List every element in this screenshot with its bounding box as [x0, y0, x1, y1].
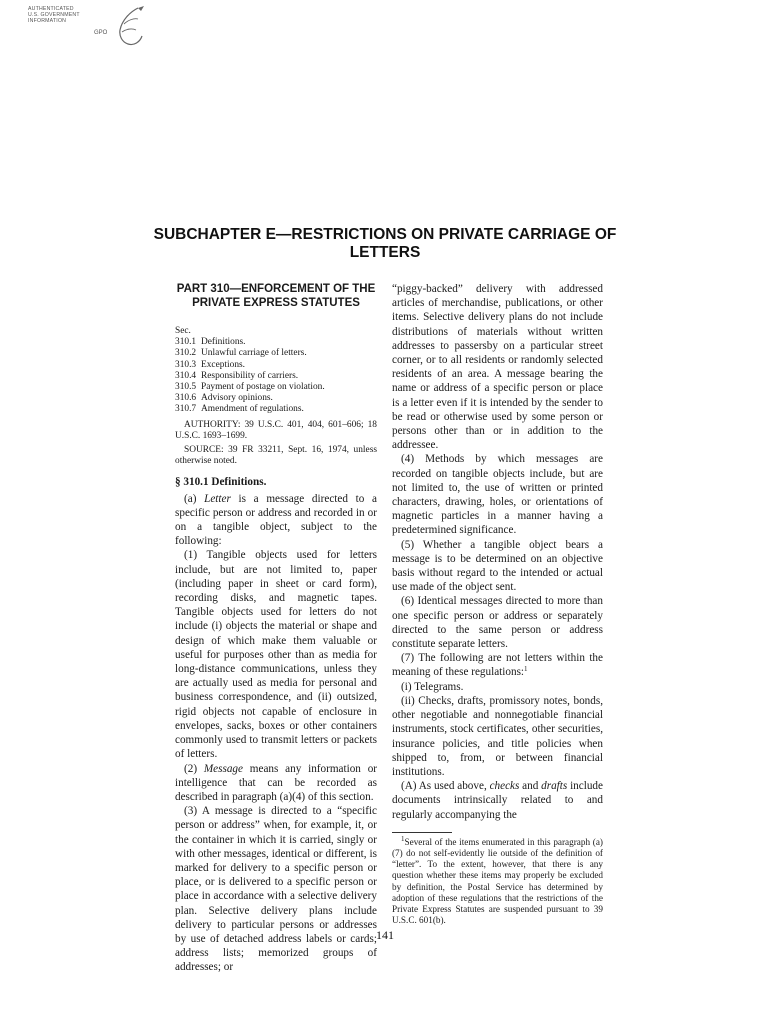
section-heading: § 310.1 Definitions. [175, 476, 267, 489]
paragraph-a6: (6) Identical messages directed to more than one specific person or address or separately directed to the same person or address constitute separate letters. [392, 595, 603, 651]
toc-entry [175, 348, 377, 359]
paragraph-a4: (4) Methods by which messages are recorded on tangible objects include, but are not limited to, the use of written or printed characters, drawing, holes, or orientations of magnetic particles in a manner having a predetermined significance. [392, 453, 603, 537]
para-text: (7) The following are not letters within the meaning of these regulations: [392, 652, 603, 679]
toc-title: Amendment of regulations. [201, 404, 304, 415]
paragraph-a5: (5) Whether a tangible object bears a message is to be determined on an objective basis without regard to the intended or actual use made of the object sent. [392, 538, 603, 594]
para-text: include documents intrinsically related to and regularly accompanying the [392, 780, 603, 821]
para-text: and [519, 780, 542, 793]
toc-number: 310.5 [175, 382, 197, 393]
right-column [392, 282, 603, 926]
toc-number: 310.3 [175, 359, 197, 370]
seal-line: AUTHENTICATED [28, 6, 74, 12]
para-lead: (a) [184, 492, 205, 505]
seal-text [28, 6, 80, 24]
authority-note: AUTHORITY: 39 U.S.C. 401, 404, 601–606; 18 U.S.C. 1693–1699. [175, 419, 377, 441]
toc-number: 310.4 [175, 370, 197, 381]
para-lead: (2) [184, 762, 204, 775]
part-title: PART 310—ENFORCEMENT OF THE PRIVATE EXPRESS STATUTES [176, 283, 376, 309]
seal-line: U.S. GOVERNMENT [28, 12, 80, 18]
seal-gpo-mark: GPO [94, 30, 108, 36]
para-text: is a message directed to a specific person or address and recorded in or on a tangible object, subject to the following: [175, 492, 377, 548]
toc-title: Unlawful carriage of letters. [201, 348, 307, 359]
toc-number: 310.2 [175, 348, 197, 359]
table-of-contents [175, 337, 377, 415]
toc-title: Payment of postage on violation. [201, 382, 325, 393]
toc-entry [175, 337, 377, 348]
paragraph-a1: (1) Tangible objects used for letters include, but are not limited to, paper (including paper in sheet or card form), recording disks, and magnetic tapes. Tangible objects used for letters do not include (i) objects the material or shape and design of which make them valuable or useful for purposes other than as media for long-distance communications, unless they are actually used as media for personal and business correspondence, and (ii) outsized, rigid objects not capable of enclosure in envelopes, sacks, boxes or other containers commonly used to transmit letters or packets of letters. [175, 549, 377, 761]
left-column [175, 282, 377, 975]
footnote-marker: 1 [524, 665, 528, 674]
subchapter-title: SUBCHAPTER E—RESTRICTIONS ON PRIVATE CARRIAGE OF LETTERS [153, 226, 617, 261]
paragraph-a3: (3) A message is directed to a “specific person or address” when, for example, it, or the container in which it is carried, singly or with other messages, identical or different, is marked for delivery to a specific person or place, or is delivered to a specific person or place in accordance with a selective delivery plan. Selective delivery plans include delivery to particular persons or addresses by use of detached address labels or cards; address lists; memorized groups of addresses; or [175, 805, 377, 974]
eagle-icon [108, 4, 148, 50]
defined-term: Letter [204, 492, 231, 505]
footnote-marker: 1 [401, 834, 405, 843]
para-lead: (A) As used above, [401, 780, 490, 793]
defined-term: checks [489, 780, 520, 793]
defined-term: Message [203, 762, 243, 775]
toc-entry [175, 371, 377, 382]
toc-entry [175, 393, 377, 404]
para-text: means any information or intelligence that can be recorded as described in paragraph (a)(4) of this section. [175, 762, 378, 803]
toc-entry [175, 360, 377, 371]
toc-title: Responsibility of carriers. [201, 370, 299, 381]
toc-entry [175, 404, 377, 415]
defined-term: drafts [541, 780, 568, 793]
toc-title: Exceptions. [201, 359, 246, 370]
paragraph-a [175, 492, 377, 549]
paragraph-a3-continued: “piggy-backed” delivery with addressed articles of merchandise, publications, or other items. Selective delivery plans do not include distributions of materials without written addresses to passersby on a particular street corner, or to all residents or randomly selected residents of an area. A message bearing the name or address of a specific person or place is a letter even if it is intended by the sender to be read or otherwise used by some person or persons other than or in addition to the addressee. [392, 283, 603, 452]
paragraph-a7-i: (i) Telegrams. [401, 680, 464, 693]
toc-entry [175, 382, 377, 393]
seal-line: INFORMATION [28, 18, 67, 24]
paragraph-a7-ii: (ii) Checks, drafts, promissory notes, bonds, other negotiable and nonnegotiable financial instruments, stock certificates, other securities, insurance policies, and title policies when shipped to, from, or between financial institutions. [392, 694, 603, 778]
paragraph-a7-ii-A [392, 779, 603, 822]
page-number: 141 [376, 928, 394, 942]
paragraph-a2 [175, 762, 377, 805]
toc-number: 310.7 [175, 404, 197, 415]
footnote-text: Several of the items enumerated in this paragraph (a)(7) do not self-evidently lie outside of the definition of “letter”. To the extent, however, that there is any question whether these items may properly be excluded by definition, the Postal Service has determined by adoption of these regulations that the restrictions of the Private Express Statutes are suspended pursuant to 39 U.S.C. 601(b). [392, 836, 603, 926]
paragraph-a7 [392, 651, 603, 679]
toc-title: Advisory opinions. [201, 393, 273, 404]
gpo-authentication-seal [28, 4, 148, 52]
toc-title: Definitions. [201, 337, 246, 348]
source-note: SOURCE: 39 FR 33211, Sept. 16, 1974, unless otherwise noted. [175, 445, 377, 467]
toc-sec-label: Sec. [175, 326, 191, 336]
footnote-divider [392, 832, 452, 833]
toc-number: 310.1 [175, 337, 197, 348]
toc-number: 310.6 [175, 393, 197, 404]
footnote [392, 834, 603, 927]
